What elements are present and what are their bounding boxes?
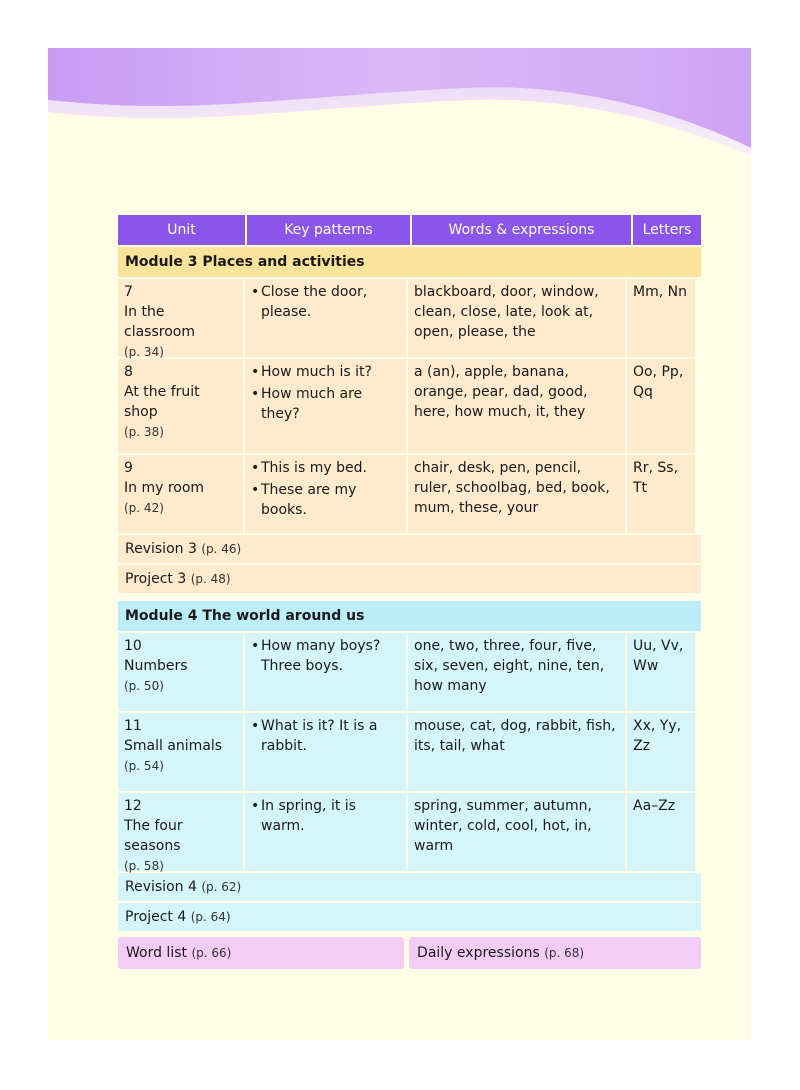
table-row (118, 359, 701, 453)
unit-cell[interactable] (118, 359, 245, 453)
revision-page: (p. 62) (201, 880, 242, 894)
unit-number: 8 (124, 364, 133, 380)
unit-page: (p. 54) (124, 759, 164, 773)
letters-cell: Xx, Yy, Zz (627, 713, 695, 791)
table-row (118, 455, 701, 533)
module-3-section (118, 247, 701, 593)
unit-page: (p. 50) (124, 679, 164, 693)
unit-cell[interactable] (118, 455, 245, 533)
daily-expressions-label: Daily expressions (417, 945, 540, 961)
module-3-title: Module 3 Places and activities (118, 247, 701, 277)
daily-expressions-link[interactable] (409, 937, 701, 969)
pattern-item: • How much are they? (251, 384, 400, 424)
module-4-section (118, 601, 701, 931)
project-page: (p. 64) (190, 910, 231, 924)
words-cell: one, two, three, four, five, six, seven, eight, nine, ten, how many (408, 633, 627, 711)
words-cell: spring, summer, autumn, winter, cold, cool, hot, in, warm (408, 793, 627, 871)
letters-cell: Rr, Ss, Tt (627, 455, 695, 533)
header-words: Words & expressions (412, 215, 633, 245)
pattern-item: • These are my books. (251, 480, 400, 520)
word-list-label: Word list (126, 945, 187, 961)
unit-cell[interactable] (118, 793, 245, 871)
unit-number: 12 (124, 798, 142, 814)
unit-number: 10 (124, 638, 142, 654)
pattern-item: • How much is it? (251, 362, 400, 382)
letters-cell: Oo, Pp, Qq (627, 359, 695, 453)
table-row (118, 279, 701, 357)
pattern-item: • How many boys? Three boys. (251, 636, 400, 676)
patterns-cell (245, 279, 408, 357)
daily-expressions-page: (p. 68) (544, 946, 585, 960)
unit-number: 11 (124, 718, 142, 734)
pattern-item: • What is it? It is a rabbit. (251, 716, 400, 756)
words-cell: blackboard, door, window, clean, close, late, look at, open, please, the (408, 279, 627, 357)
words-cell: a (an), apple, banana, orange, pear, dad, good, here, how much, it, they (408, 359, 627, 453)
unit-cell[interactable] (118, 633, 245, 711)
letters-cell: Mm, Nn (627, 279, 695, 357)
project-label: Project 4 (125, 909, 187, 925)
pattern-item: • This is my bed. (251, 458, 400, 478)
unit-page: (p. 34) (124, 345, 164, 359)
letters-cell: Uu, Vv, Ww (627, 633, 695, 711)
unit-number: 7 (124, 284, 133, 300)
table-row (118, 713, 701, 791)
revision-page: (p. 46) (201, 542, 242, 556)
header-key-patterns: Key patterns (247, 215, 412, 245)
word-list-link[interactable] (118, 937, 404, 969)
decorative-wave (48, 48, 751, 198)
pattern-item: • Close the door, please. (251, 282, 400, 322)
project-4-row[interactable] (118, 903, 701, 931)
module-4-title: Module 4 The world around us (118, 601, 701, 631)
unit-name: Small animals (124, 738, 223, 754)
table-header (118, 215, 701, 245)
unit-page: (p. 38) (124, 425, 164, 439)
words-cell: mouse, cat, dog, rabbit, fish, its, tail, what (408, 713, 627, 791)
project-page: (p. 48) (190, 572, 231, 586)
unit-name: Numbers (124, 658, 188, 674)
unit-page: (p. 58) (124, 859, 164, 873)
project-label: Project 3 (125, 571, 187, 587)
table-row (118, 793, 701, 871)
words-cell: chair, desk, pen, pencil, ruler, schoolbag, bed, book, mum, these, your (408, 455, 627, 533)
book-page (48, 48, 751, 1040)
pattern-item: • In spring, it is warm. (251, 796, 400, 836)
unit-name: The four seasons (124, 818, 183, 854)
unit-name: At the fruit shop (124, 384, 200, 420)
word-list-page: (p. 66) (191, 946, 232, 960)
unit-cell[interactable] (118, 279, 245, 357)
revision-label: Revision 4 (125, 879, 197, 895)
revision-label: Revision 3 (125, 541, 197, 557)
table-row (118, 633, 701, 711)
letters-cell: Aa–Zz (627, 793, 695, 871)
patterns-cell (245, 455, 408, 533)
patterns-cell (245, 713, 408, 791)
patterns-cell (245, 793, 408, 871)
header-letters: Letters (633, 215, 701, 245)
patterns-cell (245, 633, 408, 711)
unit-name: In the classroom (124, 304, 195, 340)
contents-table (118, 215, 701, 969)
appendix-links (118, 937, 701, 969)
unit-page: (p. 42) (124, 501, 164, 515)
unit-number: 9 (124, 460, 133, 476)
unit-name: In my room (124, 480, 205, 496)
header-unit: Unit (118, 215, 247, 245)
unit-cell[interactable] (118, 713, 245, 791)
project-3-row[interactable] (118, 565, 701, 593)
revision-3-row[interactable] (118, 535, 701, 563)
patterns-cell (245, 359, 408, 453)
revision-4-row[interactable] (118, 873, 701, 901)
